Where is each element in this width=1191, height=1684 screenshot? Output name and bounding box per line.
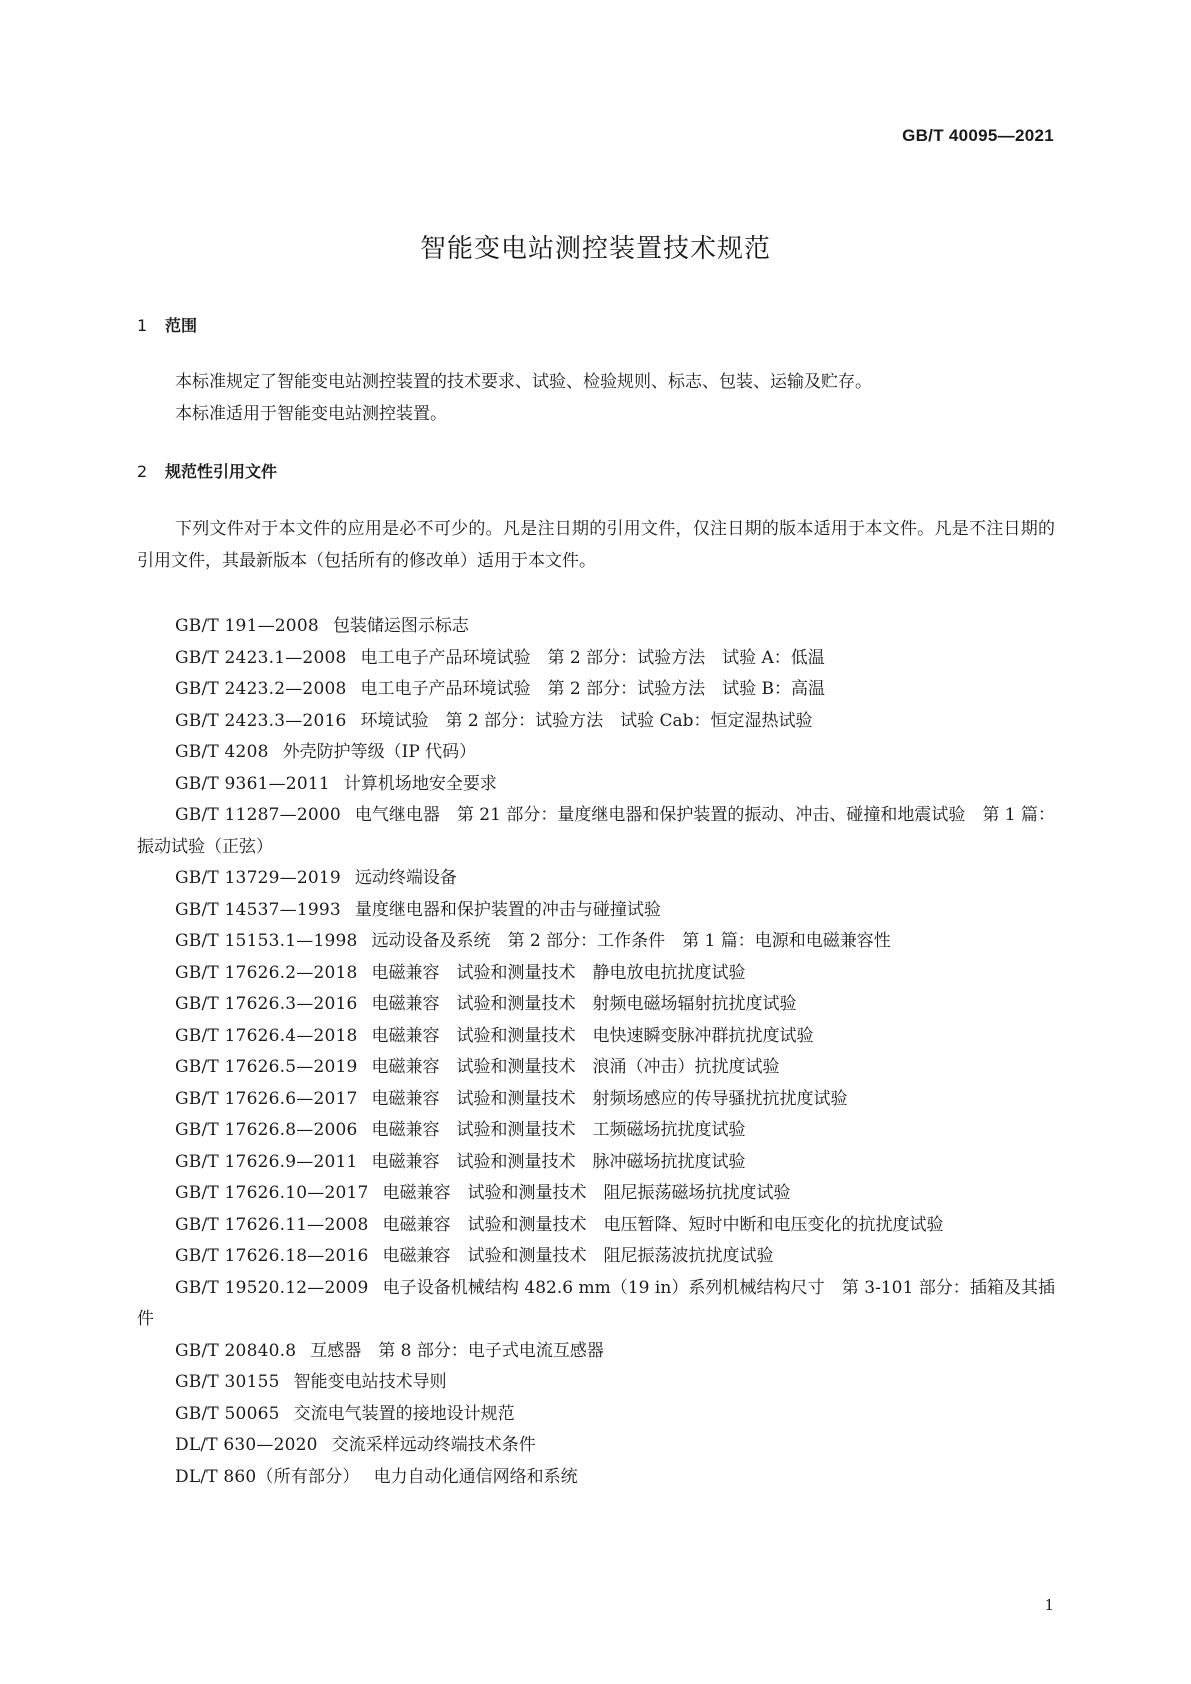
reference-item xyxy=(137,1147,1055,1179)
reference-code: GB/T 2423.3—2016 xyxy=(175,710,347,731)
reference-item xyxy=(137,1462,1055,1494)
reference-title: 外壳防护等级（IP 代码） xyxy=(282,742,477,762)
reference-item xyxy=(137,674,1055,706)
reference-title: 交流电气装置的接地设计规范 xyxy=(293,1403,515,1424)
reference-title: 电力自动化通信网络和系统 xyxy=(373,1466,578,1487)
reference-item xyxy=(137,769,1055,801)
reference-title: 电子设备机械结构 482.6 mm（19 in）系列机械结构尺寸 第 3-101 部分：插箱及其插件 xyxy=(137,1277,1056,1329)
reference-title: 计算机场地安全要求 xyxy=(343,773,497,794)
reference-code: GB/T 50065 xyxy=(175,1403,280,1424)
reference-code: GB/T 19520.12—2009 xyxy=(175,1277,369,1298)
reference-item xyxy=(137,706,1055,738)
reference-item xyxy=(137,1241,1055,1273)
reference-code: GB/T 17626.4—2018 xyxy=(175,1025,358,1046)
section-1-paragraph-2: 本标准适用于智能变电站测控装置。 xyxy=(175,403,447,424)
reference-code: GB/T 2423.2—2008 xyxy=(175,679,347,699)
reference-code: GB/T 17626.6—2017 xyxy=(175,1088,358,1109)
reference-item xyxy=(137,737,1055,769)
reference-code: GB/T 17626.3—2016 xyxy=(175,994,358,1014)
reference-code: GB/T 191—2008 xyxy=(175,616,319,636)
reference-item xyxy=(137,1367,1055,1399)
reference-code: GB/T 13729—2019 xyxy=(175,868,341,888)
reference-code: GB/T 30155 xyxy=(175,1372,280,1392)
reference-code: GB/T 15153.1—1998 xyxy=(175,931,358,951)
reference-title: 智能变电站技术导则 xyxy=(293,1372,447,1392)
reference-title: 远动终端设备 xyxy=(354,868,457,888)
document-title: 智能变电站测控装置技术规范 xyxy=(419,234,771,264)
reference-item xyxy=(137,1430,1055,1462)
reference-code: GB/T 17626.8—2006 xyxy=(175,1120,358,1140)
section-2-body xyxy=(137,514,1055,577)
reference-title: 电磁兼容 试验和测量技术 射频电磁场辐射抗扰度试验 xyxy=(371,994,797,1014)
reference-item xyxy=(137,1399,1055,1431)
reference-item xyxy=(137,926,1055,958)
reference-code: GB/T 17626.10—2017 xyxy=(175,1183,369,1203)
reference-title: 电磁兼容 试验和测量技术 静电放电抗扰度试验 xyxy=(371,962,746,983)
reference-title: 互感器 第 8 部分：电子式电流互感器 xyxy=(310,1340,604,1361)
reference-title: 交流采样远动终端技术条件 xyxy=(331,1435,536,1455)
reference-code: GB/T 17626.5—2019 xyxy=(175,1057,358,1077)
reference-title: 电磁兼容 试验和测量技术 阻尼振荡波抗扰度试验 xyxy=(382,1246,774,1266)
reference-title: 电磁兼容 试验和测量技术 电压暂降、短时中断和电压变化的抗扰度试验 xyxy=(382,1214,944,1235)
reference-code: GB/T 17626.18—2016 xyxy=(175,1246,369,1266)
reference-title: 电磁兼容 试验和测量技术 浪涌（冲击）抗扰度试验 xyxy=(371,1057,780,1077)
reference-title: 环境试验 第 2 部分：试验方法 试验 Cab：恒定湿热试验 xyxy=(360,710,813,731)
reference-title: 远动设备及系统 第 2 部分：工作条件 第 1 篇：电源和电磁兼容性 xyxy=(371,931,891,951)
reference-code: GB/T 17626.11—2008 xyxy=(175,1214,369,1235)
reference-title: 电磁兼容 试验和测量技术 脉冲磁场抗扰度试验 xyxy=(371,1151,746,1172)
reference-title: 电气继电器 第 21 部分：量度继电器和保护装置的振动、冲击、碰撞和地震试验 第 1 篇：振动试验（正弦） xyxy=(137,805,1055,857)
reference-item xyxy=(137,863,1055,895)
reference-code: GB/T 4208 xyxy=(175,742,269,762)
reference-code: GB/T 20840.8 xyxy=(175,1340,297,1361)
reference-item xyxy=(137,1084,1055,1116)
reference-code: GB/T 17626.9—2011 xyxy=(175,1151,358,1172)
reference-title: 电磁兼容 试验和测量技术 工频磁场抗扰度试验 xyxy=(371,1120,746,1140)
section-1-body xyxy=(137,367,1055,430)
reference-item xyxy=(137,989,1055,1021)
standard-number: GB/T 40095—2021 xyxy=(902,126,1054,145)
reference-code: DL/T 860（所有部分） xyxy=(175,1466,360,1487)
reference-item xyxy=(137,895,1055,927)
reference-item xyxy=(137,800,1055,863)
reference-code: DL/T 630—2020 xyxy=(175,1435,318,1455)
reference-item xyxy=(137,1178,1055,1210)
reference-item xyxy=(137,643,1055,675)
reference-item xyxy=(137,1052,1055,1084)
reference-item xyxy=(137,1273,1055,1336)
section-2-intro-paragraph: 下列文件对于本文件的应用是必不可少的。凡是注日期的引用文件，仅注日期的版本适用于本文件。凡是不注日期的引用文件，其最新版本（包括所有的修改单）适用于本文件。 xyxy=(137,519,1055,571)
reference-item xyxy=(137,1336,1055,1368)
reference-code: GB/T 17626.2—2018 xyxy=(175,962,358,983)
reference-title: 电磁兼容 试验和测量技术 射频场感应的传导骚扰抗扰度试验 xyxy=(371,1088,848,1109)
reference-title: 电磁兼容 试验和测量技术 电快速瞬变脉冲群抗扰度试验 xyxy=(371,1025,814,1046)
reference-item xyxy=(137,1115,1055,1147)
reference-title: 包装储运图示标志 xyxy=(332,616,469,636)
section-1-heading xyxy=(137,313,197,336)
section-1-paragraph-1: 本标准规定了智能变电站测控装置的技术要求、试验、检验规则、标志、包装、运输及贮存。 xyxy=(175,372,872,392)
reference-item xyxy=(137,611,1055,643)
reference-code: GB/T 2423.1—2008 xyxy=(175,647,347,668)
reference-code: GB/T 14537—1993 xyxy=(175,899,341,920)
section-1-number: 1 xyxy=(137,316,148,335)
section-2-number: 2 xyxy=(137,462,148,481)
page-number: 1 xyxy=(1044,1596,1054,1614)
section-2-title: 规范性引用文件 xyxy=(165,462,278,481)
reference-title: 电工电子产品环境试验 第 2 部分：试验方法 试验 B：高温 xyxy=(360,679,826,699)
reference-title: 电工电子产品环境试验 第 2 部分：试验方法 试验 A：低温 xyxy=(360,647,825,668)
section-1-title: 范围 xyxy=(165,316,198,335)
reference-item xyxy=(137,1021,1055,1053)
reference-title: 量度继电器和保护装置的冲击与碰撞试验 xyxy=(354,899,661,920)
reference-code: GB/T 9361—2011 xyxy=(175,773,330,794)
reference-item xyxy=(137,1210,1055,1242)
reference-code: GB/T 11287—2000 xyxy=(175,805,341,825)
reference-item xyxy=(137,958,1055,990)
section-2-heading xyxy=(137,459,277,482)
reference-list xyxy=(137,611,1055,1493)
reference-title: 电磁兼容 试验和测量技术 阻尼振荡磁场抗扰度试验 xyxy=(382,1183,791,1203)
